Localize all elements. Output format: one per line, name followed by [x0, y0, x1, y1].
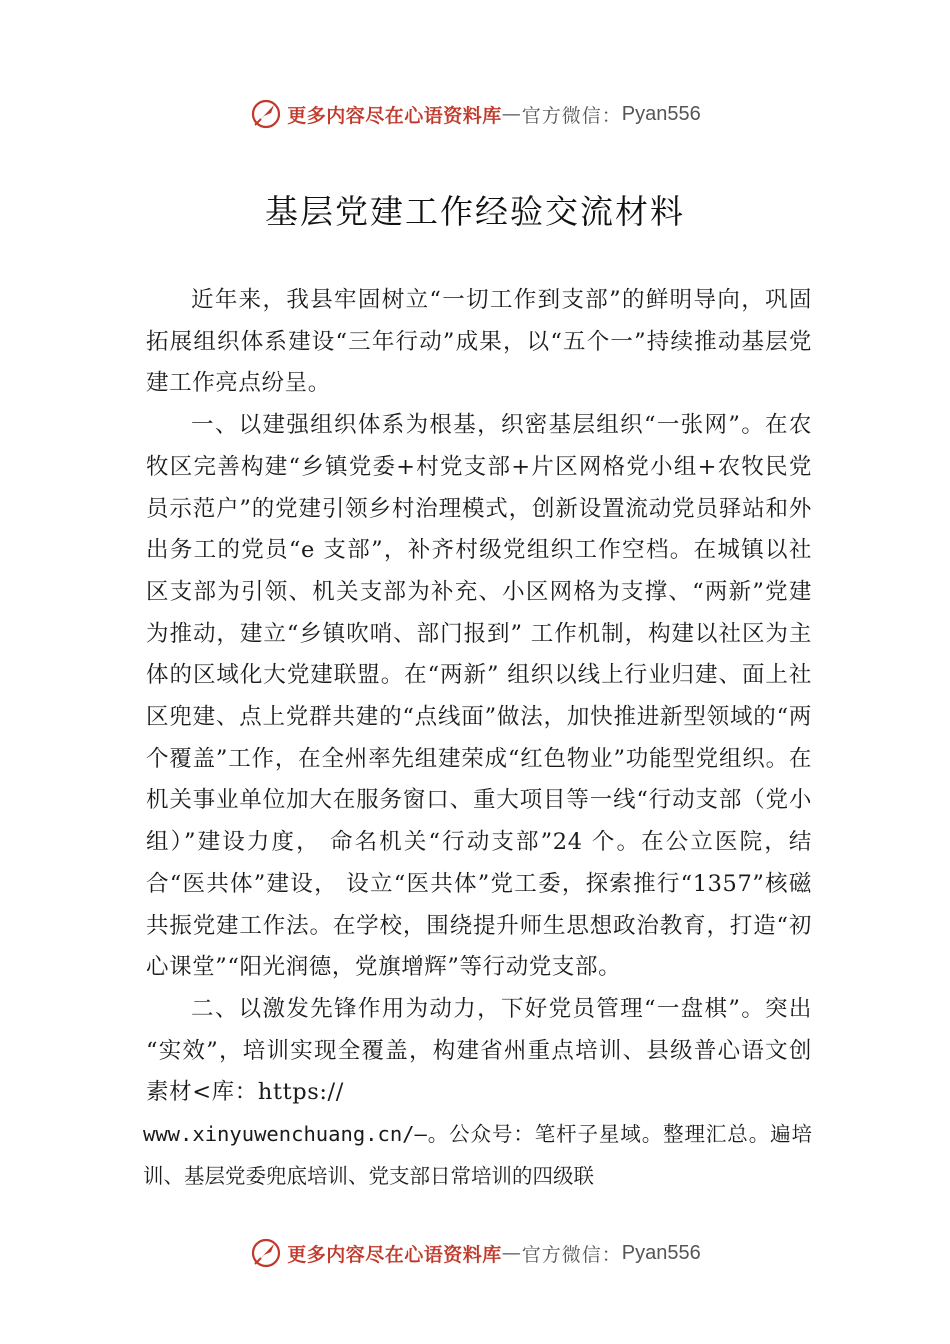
banner-dash: — — [501, 1242, 522, 1264]
paragraph-url-line: www.xinyuwenchuang.cn/—。公众号：笔杆子星域。整理汇总。遍培训、基层党委兜底培训、党支部日常培训的四级联 — [143, 1122, 812, 1188]
paragraph-intro: 近年来，我县牢固树立“一切工作到支部”的鲜明导向，巩固拓展组织体系建设“三年行动”成果，以“五个一”持续推动基层党建工作亮点纷呈。 — [146, 287, 812, 397]
banner-red-text: 更多内容尽在心语资料库 — [287, 1243, 502, 1266]
quill-logo-icon — [249, 1236, 283, 1270]
paragraph-section-one: 一、以建强组织体系为根基，织密基层组织“一张网”。在农牧区完善构建“乡镇党委+村党支部+片区网格党小组+农牧民党员示范户”的党建引领乡村治理模式，创新设置流动党员驿站和外出务工的党员“e 支部”，补齐村级党组织工作空档。在城镇以社区支部为引领、机关支部为补充、小区网格为支撑、“两新”党建为推动，建立“乡镇吹哨、部门报到” 工作机制，构建以社区为主体的区域化大党建联盟。在“两新” 组织以线上行业归建、面上社区兜建、点上党群共建的“点线面”做法，加快推进新型领域的“两个覆盖”工作，在全州率先组建荣成“红色物业”功能型党组织。在机关事业单位加大在服务窗口、重大项目等一线“行动支部（党小组）”建设力度， 命名机关“行动支部”24 个。在公立医院，结合“医共体”建设， 设立“医共体”党工委，探索推行“1357”核磁共振党建工作法。在学校，围绕提升师生思想政治教育，打造“初心课堂”“阳光润德，党旗增辉”等行动党支部。 — [146, 412, 812, 981]
banner-wechat-label: 官方微信： — [521, 1243, 622, 1266]
banner-red-text: 更多内容尽在心语资料库 — [287, 104, 502, 127]
banner-wechat-id: Pyan556 — [621, 102, 701, 125]
header-banner — [0, 94, 950, 134]
footer-banner — [0, 1233, 950, 1273]
banner-wechat-label: 官方微信： — [521, 104, 622, 127]
banner-wechat-id: Pyan556 — [621, 1241, 701, 1264]
document-title: 基层党建工作经验交流材料 — [265, 192, 685, 231]
quill-logo-icon — [249, 97, 283, 131]
document-body — [143, 280, 812, 1197]
banner-dash: — — [501, 103, 522, 125]
paragraph-section-two: 二、以激发先锋作用为动力，下好党员管理“一盘棋”。突出 “实效”，培训实现全覆盖，构建省州重点培训、县级普心语文创素材<库：https:// — [146, 995, 812, 1106]
